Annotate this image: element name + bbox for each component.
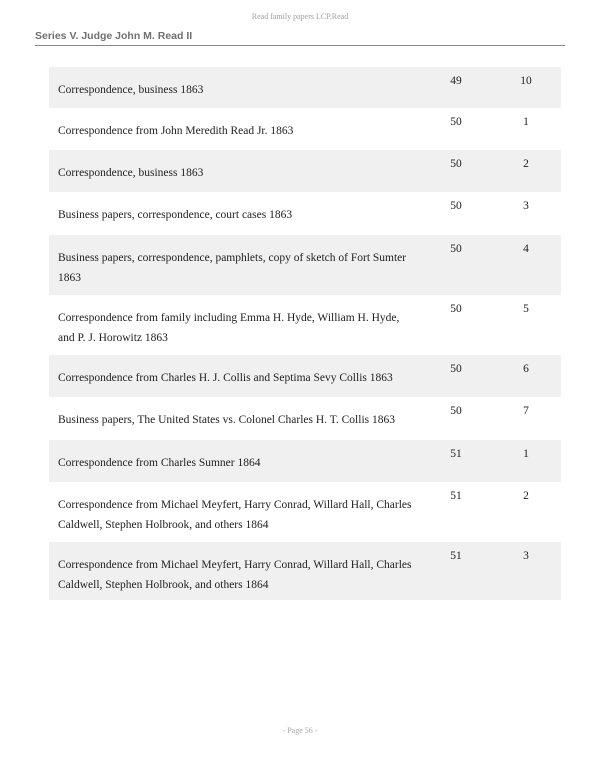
row-folder: 5	[523, 303, 529, 315]
row-folder: 3	[523, 200, 529, 212]
row-description: Correspondence from Michael Meyfert, Harry Conrad, Willard Hall, Charles Caldwell, Stephen Holbrook, and others 1864	[58, 499, 412, 531]
row-folder: 10	[520, 75, 532, 87]
table-row	[49, 192, 561, 235]
row-box: 51	[450, 448, 462, 460]
row-box: 50	[450, 303, 462, 315]
row-description: Correspondence, business 1863	[58, 167, 204, 179]
row-folder: 1	[523, 116, 529, 128]
row-box: 51	[450, 550, 462, 562]
container-list-table	[49, 67, 561, 600]
row-box: 51	[450, 490, 462, 502]
row-box: 50	[450, 158, 462, 170]
row-folder: 7	[523, 405, 529, 417]
table-row	[49, 440, 561, 482]
row-box: 50	[450, 200, 462, 212]
table-row	[49, 542, 561, 600]
row-box: 50	[450, 116, 462, 128]
row-description: Business papers, correspondence, pamphlets, copy of sketch of Fort Sumter 1863	[58, 252, 407, 284]
row-description: Business papers, correspondence, court cases 1863	[58, 209, 293, 221]
row-description: Correspondence from John Meredith Read Jr. 1863	[58, 125, 294, 137]
table-row	[49, 150, 561, 192]
table-row	[49, 67, 561, 108]
header-divider	[35, 45, 565, 46]
page-number: - Page 56 -	[282, 726, 318, 735]
row-folder: 2	[523, 158, 529, 170]
collection-header: Read family papers LCP.Read	[251, 12, 349, 21]
table-row	[49, 108, 561, 150]
row-folder: 1	[523, 448, 529, 460]
row-description: Correspondence from Michael Meyfert, Harry Conrad, Willard Hall, Charles Caldwell, Stephen Holbrook, and others 1864	[58, 559, 412, 591]
row-folder: 3	[523, 550, 529, 562]
row-description: Correspondence from Charles H. J. Collis and Septima Sevy Collis 1863	[58, 372, 393, 384]
row-box: 50	[450, 405, 462, 417]
table-row	[49, 295, 561, 355]
row-description: Business papers, The United States vs. Colonel Charles H. T. Collis 1863	[58, 414, 395, 426]
row-description: Correspondence, business 1863	[58, 84, 204, 96]
table-row	[49, 235, 561, 295]
table-row	[49, 482, 561, 542]
row-folder: 6	[523, 363, 529, 375]
row-box: 50	[450, 363, 462, 375]
series-title: Series V. Judge John M. Read II	[35, 30, 193, 42]
row-folder: 4	[523, 243, 529, 255]
row-description: Correspondence from Charles Sumner 1864	[58, 457, 261, 469]
row-folder: 2	[523, 490, 529, 502]
table-row	[49, 397, 561, 440]
row-box: 49	[450, 75, 462, 87]
table-row	[49, 355, 561, 397]
row-box: 50	[450, 243, 462, 255]
row-description: Correspondence from family including Emma H. Hyde, William H. Hyde, and P. J. Horowitz 1863	[58, 312, 400, 344]
